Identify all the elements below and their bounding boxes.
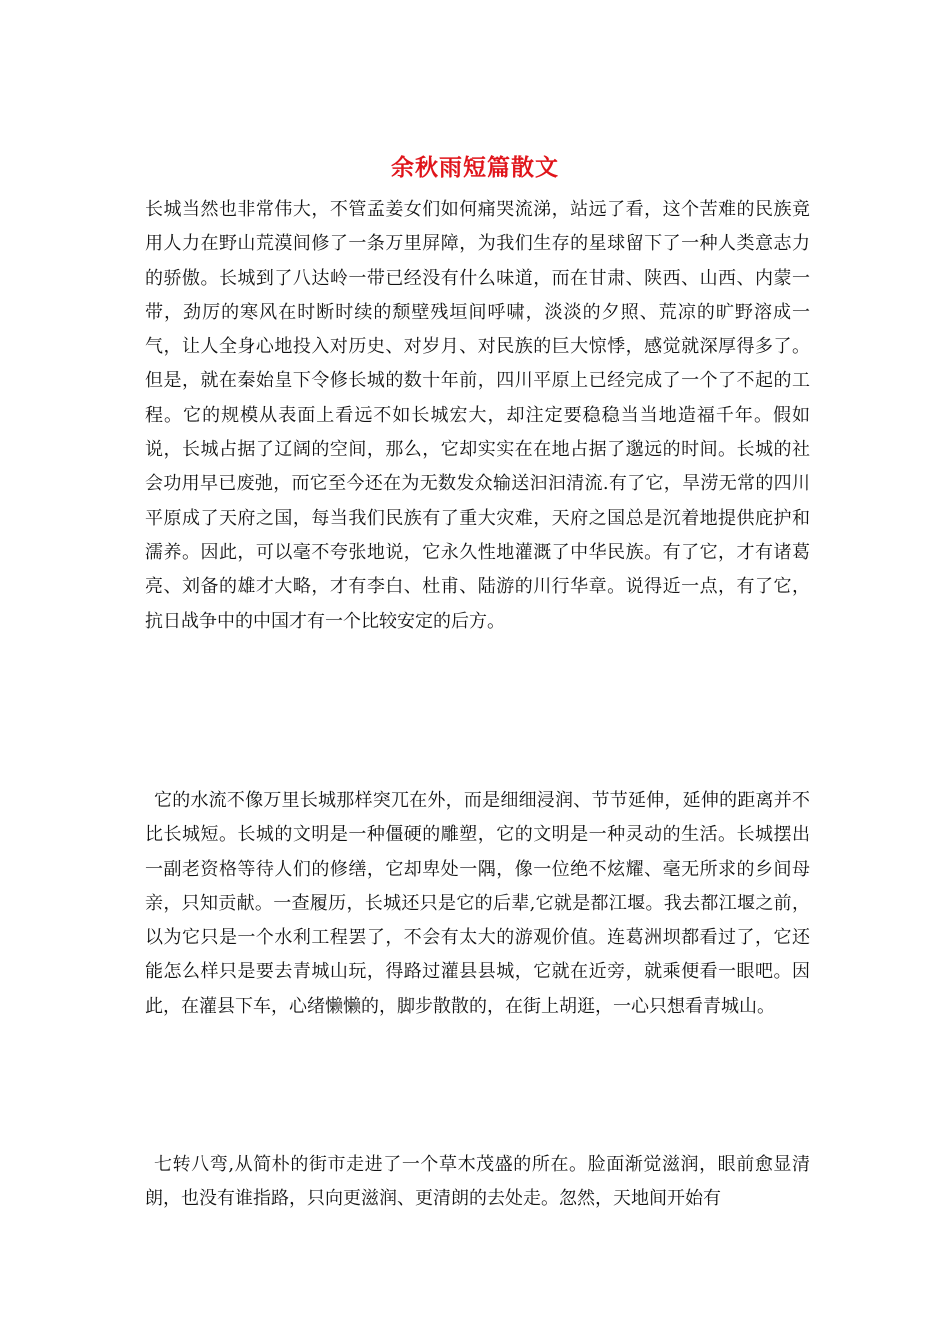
paragraph-1: 长城当然也非常伟大，不管孟姜女们如何痛哭流涕，站远了看，这个苦难的民族竟用人力在野山荒漠间修了一条万里屏障，为我们生存的星球留下了一种人类意志力的骄傲。长城到了八达岭一带已经没有什么味道，而在甘肃、陕西、山西、内蒙一带，劲厉的寒风在时断时续的颓壁残垣间呼啸，淡淡的夕照、荒凉的旷野溶成一气，让人全身心地投入对历史、对岁月、对民族的巨大惊悸，感觉就深厚得多了。但是，就在秦始皇下令修长城的数十年前，四川平原上已经完成了一个了不起的工程。它的规模从表面上看远不如长城宏大，却注定要稳稳当当地造福千年。假如说，长城占据了辽阔的空间，那么，它却实实在在地占据了邈远的时间。长城的社会功用早已废弛，而它至今还在为无数发众输送汩汩清流.有了它，旱涝无常的四川平原成了天府之国，每当我们民族有了重大灾难，天府之国总是沉着地提供庇护和濡养。因此，可以毫不夸张地说，它永久性地灌溉了中华民族。有了它，才有诸葛亮、刘备的雄才大略，才有李白、杜甫、陆游的川行华章。说得近一点，有了它，抗日战争中的中国才有一个比较安定的后方。 [145,199,810,632]
document-title: 余秋雨短篇散文 [391,154,559,181]
paragraph-3: 七转八弯,从简朴的街市走进了一个草木茂盛的所在。脸面渐觉滋润，眼前愈显清朗，也没有谁指路，只向更滋润、更清朗的去处走。忽然，天地间开始有 [145,1154,810,1210]
paragraph-2: 它的水流不像万里长城那样突兀在外，而是细细浸润、节节延伸，延伸的距离并不比长城短。长城的文明是一种僵硬的雕塑，它的文明是一种灵动的生活。长城摆出一副老资格等待人们的修缮，它却卑处一隅，像一位绝不炫耀、毫无所求的乡间母亲，只知贡献。一查履历，长城还只是它的后辈,它就是都江堰。我去都江堰之前，以为它只是一个水利工程罢了，不会有太大的游观价值。连葛洲坝都看过了，它还能怎么样只是要去青城山玩，得路过灌县县城，它就在近旁，就乘便看一眼吧。因此，在灌县下车，心绪懒懒的，脚步散散的，在街上胡逛，一心只想看青城山。 [145,790,810,1017]
